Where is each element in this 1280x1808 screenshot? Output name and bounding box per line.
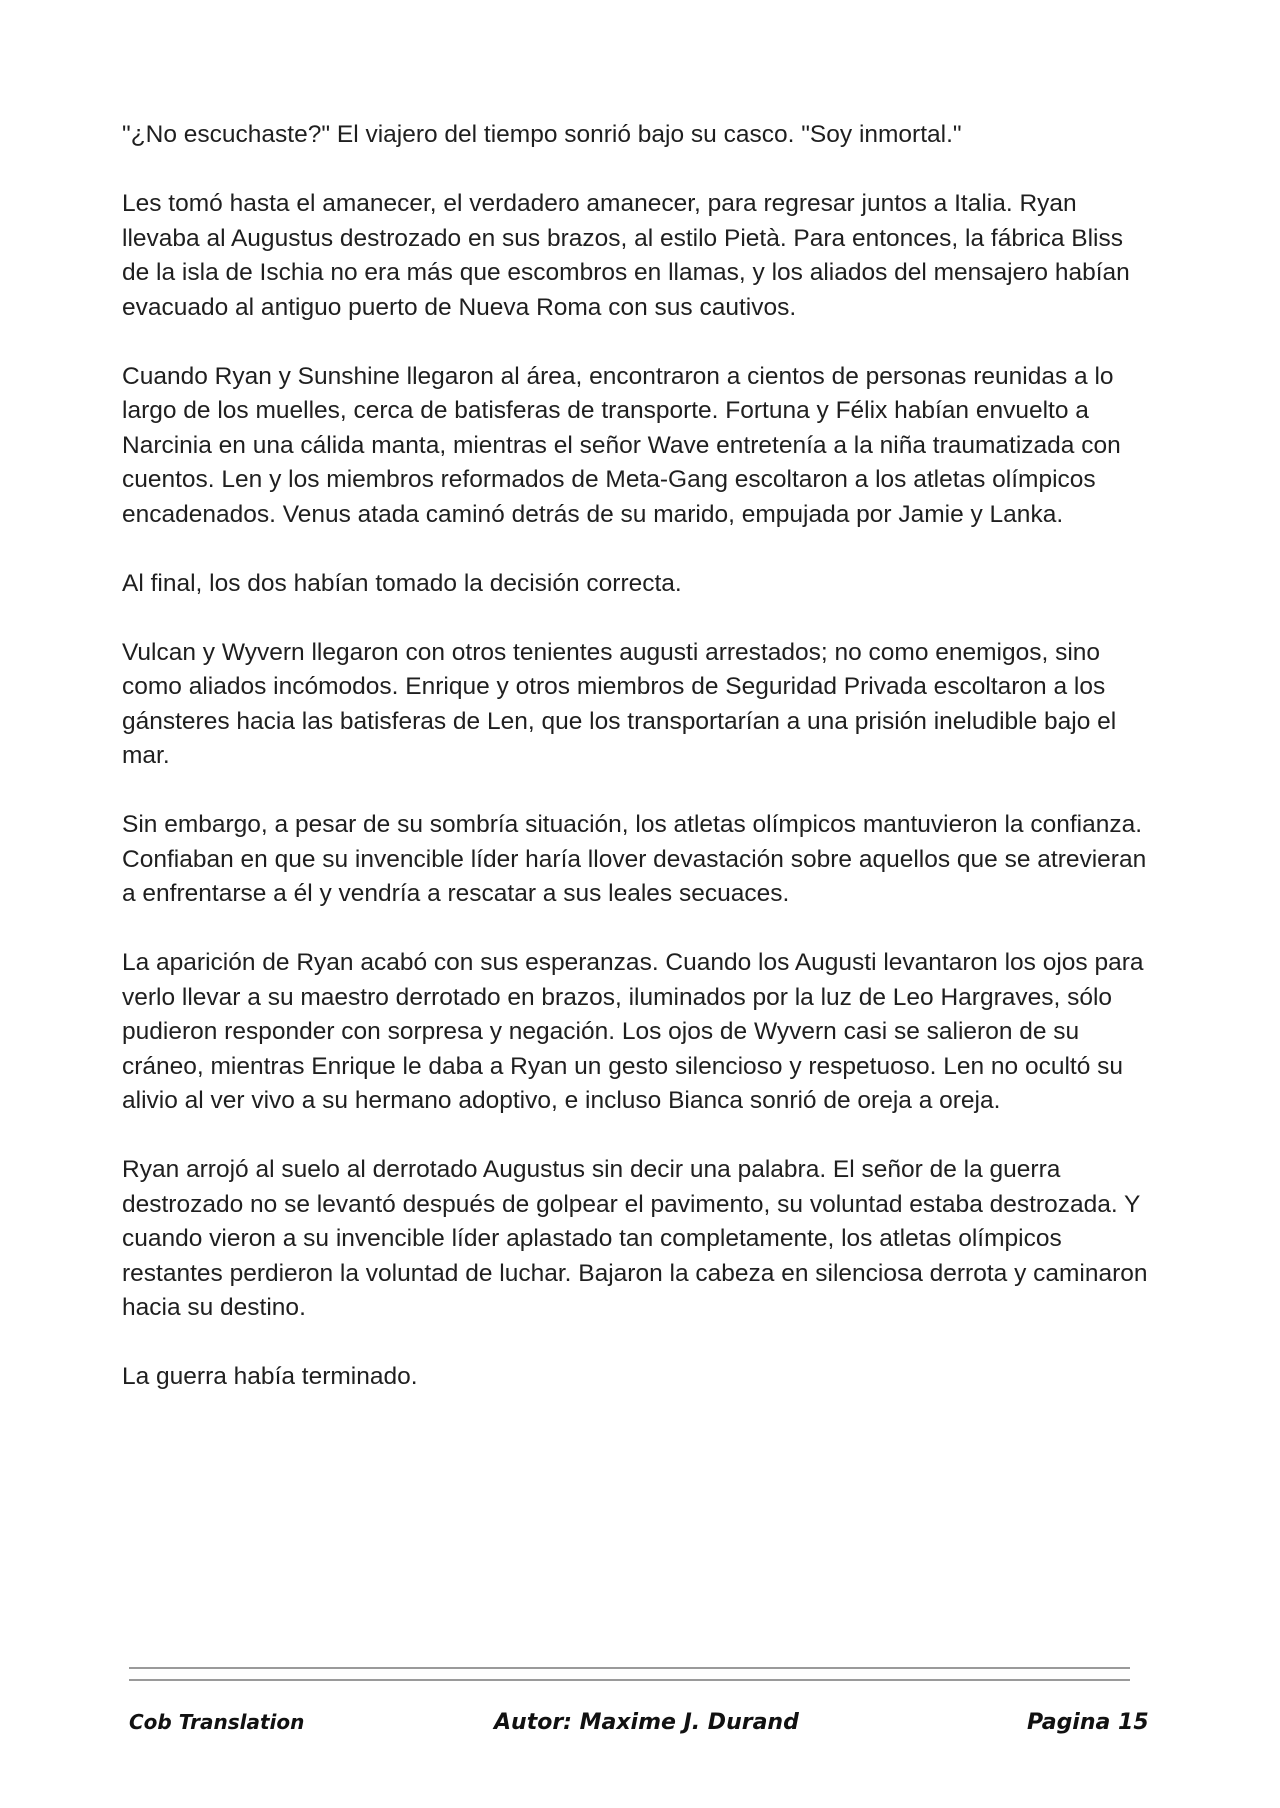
paragraph-2: Les tomó hasta el amanecer, el verdadero amanecer, para regresar juntos a Italia. Ryan llevaba al Augustus destrozado en sus brazos, al estilo Pietà. Para entonces, la fábrica Bliss de la isla de Ischia no era más que escombros en llamas, y los aliados del mensajero habían evacuado al antiguo puerto de Nueva Roma con sus cautivos. <box>122 190 1130 321</box>
body-text <box>122 118 1152 1429</box>
footer-divider-top <box>129 1667 1130 1669</box>
paragraph-5: Vulcan y Wyvern llegaron con otros tenientes augusti arrestados; no como enemigos, sino como aliados incómodos. Enrique y otros miembros de Seguridad Privada escoltaron a los gánsteres hacia las batisferas de Len, que los transportarían a una prisión ineludible bajo el mar. <box>122 638 1117 769</box>
paragraph-1: "¿No escuchaste?" El viajero del tiempo sonrió bajo su casco. "Soy inmortal." <box>122 121 962 148</box>
paragraph-3: Cuando Ryan y Sunshine llegaron al área, encontraron a cientos de personas reunidas a lo largo de los muelles, cerca de batisferas de transporte. Fortuna y Félix habían envuelto a Narcinia en una cálida manta, mientras el señor Wave entretenía a la niña traumatizada con cuentos. Len y los miembros reformados de Meta-Gang escoltaron a los atletas olímpicos encadenados. Venus atada caminó detrás de su marido, empujada por Jamie y Lanka. <box>122 362 1121 528</box>
paragraph-4: Al final, los dos habían tomado la decisión correcta. <box>122 569 682 597</box>
footer-divider-bottom <box>129 1679 1130 1681</box>
paragraph-7: La aparición de Ryan acabó con sus esperanzas. Cuando los Augusti levantaron los ojos para verlo llevar a su maestro derrotado en brazos, iluminados por la luz de Leo Hargraves, sólo pudieron responder con sorpresa y negación. Los ojos de Wyvern casi se salieron de su cráneo, mientras Enrique le daba a Ryan un gesto silencioso y respetuoso. Len no ocultó su alivio al ver vivo a su hermano adoptivo, e incluso Bianca sonrió de oreja a oreja. <box>122 949 1144 1114</box>
paragraph-6: Sin embargo, a pesar de su sombría situación, los atletas olímpicos mantuvieron la confianza. Confiaban en que su invencible líder haría llover devastación sobre aquellos que se atrevieran a enfrentarse a él y vendría a rescatar a sus leales secuaces. <box>122 811 1147 907</box>
footer-page-number: Pagina 15 <box>1027 1710 1149 1735</box>
footer-author: Autor: Maxime J. Durand <box>494 1710 799 1735</box>
paragraph-9: La guerra había terminado. <box>122 1363 418 1390</box>
footer-translator: Cob Translation <box>129 1710 305 1734</box>
paragraph-8: Ryan arrojó al suelo al derrotado Augustus sin decir una palabra. El señor de la guerra destrozado no se levantó después de golpear el pavimento, su voluntad estaba destrozada. Y cuando vieron a su invencible líder aplastado tan completamente, los atletas olímpicos restantes perdieron la voluntad de luchar. Bajaron la cabeza en silenciosa derrota y caminaron hacia su destino. <box>122 1156 1148 1321</box>
